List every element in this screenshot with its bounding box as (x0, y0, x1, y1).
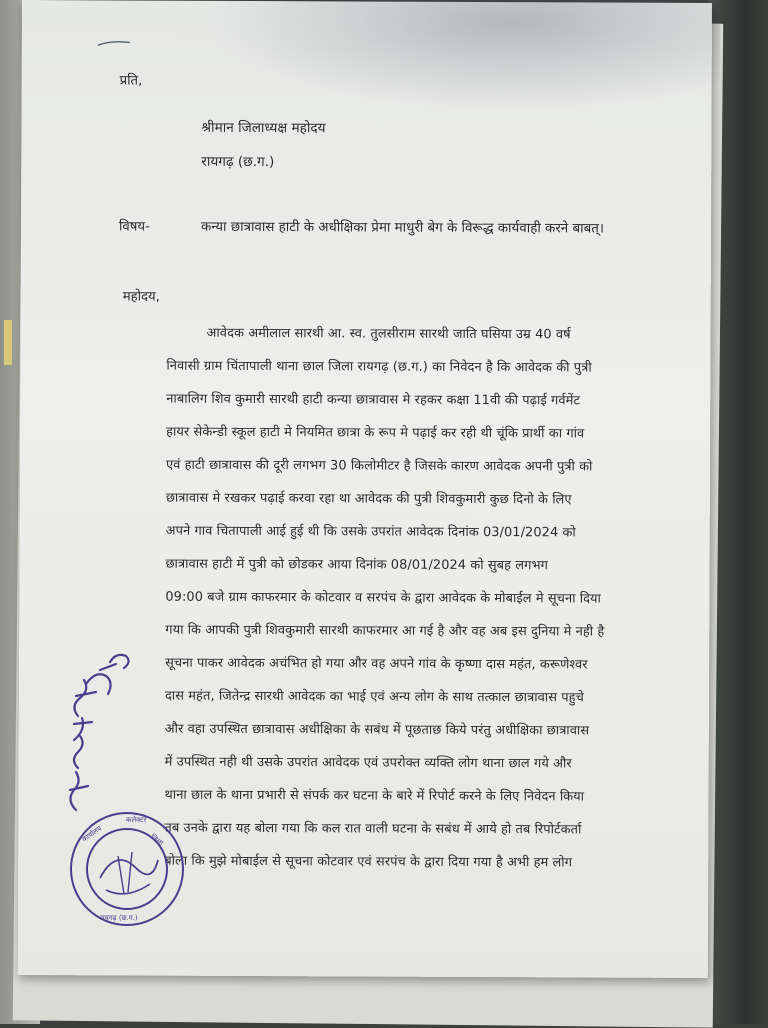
yellow-strip (4, 320, 12, 365)
pen-mark-icon (96, 38, 132, 48)
body-line: गया कि आपकी पुत्री शिवकुमारी सारथी काफरमार आ गई है और वह अब इस दुनिया मे नही है (165, 622, 605, 640)
body-line: तब उनके द्वारा यह बोला गया कि कल रात वाली घटना के सबंध में आये हो तब रिपोर्टकर्ता (164, 820, 582, 838)
body-line: निवासी ग्राम चिंतापाली थाना छाल जिला रायगढ़ (छ.ग.) का निवेदन है कि आवेदक की पुत्री (166, 358, 592, 376)
handwritten-note-icon (56, 640, 146, 820)
body-line: छात्रावास हाटी में पुत्री को छोडकर आया दिनांक 08/01/2024 को सुबह लगभग (165, 556, 549, 574)
greeting: महोदय, (122, 289, 160, 305)
body-line: में उपस्थित नही थी उसके उपरांत आवेदक एवं उपरोक्त व्यक्ति लोग थाना छाल गये और (164, 754, 572, 772)
body-line: आवेदक अमीलाल सारथी आ. स्व. तुलसीराम सारथी जाति घसिया उम्र 40 वर्ष (206, 325, 571, 343)
body-line: बोला कि मुझे मोबाईल से सूचना कोटवार एवं सरपंच के द्वारा दिया गया है अभी हम लोग (164, 853, 573, 871)
body-line: और वहा उपस्थित छात्रावास अधीक्षिका के सबंध में पूछताछ किये परंतु अधीक्षिका छात्रावास (164, 721, 590, 739)
body-line: 09:00 बजे ग्राम काफरमार के कोटवार व सरपंच के द्वारा आवेदक के मोबाईल मे सूचना दिया (165, 589, 601, 607)
salutation-to: प्रति, (119, 73, 143, 89)
body-line: एवं हाटी छात्रावास की दूरी लगभग 30 किलोमीटर है जिसके कारण आवेदक अपनी पुत्री को (165, 457, 593, 475)
body-line: नाबालिग शिव कुमारी सारथी हाटी कन्या छात्रावास मे रहकर कक्षा 11वी की पढ़ाई गर्वमेंट (166, 391, 581, 409)
addressee-line-1: श्रीमान जिलाध्यक्ष महोदय (201, 119, 326, 137)
svg-text:जिला: जिला (148, 833, 165, 848)
svg-text:कार्यालय: कार्यालय (80, 824, 104, 844)
subject-text: कन्या छात्रावास हाटी के अधीक्षिका प्रेमा माधुरी बेग के विरूद्ध कार्यवाही करने बाबत्। (200, 219, 605, 237)
body-line: छात्रावास मे रखकर पढ़ाई करवा रहा था आवेदक की पुत्री शिवकुमारी कुछ दिनो के लिए (165, 490, 572, 508)
body-line: हायर सेकेन्डी स्कूल हाटी मे नियमित छात्रा के रूप मे पढ़ाई कर रही थी चूंकि प्रार्थी का गांव (166, 424, 585, 442)
official-stamp-icon (66, 808, 188, 930)
body-line: थाना छाल के थाना प्रभारी से संपर्क कर घटना के बारे में रिपोर्ट करने के लिए निवेदन किया (164, 787, 585, 805)
addressee-line-2: रायगढ़ (छ.ग.) (201, 153, 275, 171)
body-line: दास महंत, जितेन्द्र सारथी आवेदक का भाई एवं अन्य लोग के साथ तत्काल छात्रावास पहुचे (164, 688, 584, 706)
svg-text:कलेक्टर: कलेक्टर (126, 816, 147, 824)
body-line: सूचना पाकर आवेदक अचंभित हो गया और वह अपने गांव के कृष्णा दास महंत, करूणेश्वर (165, 655, 588, 673)
svg-text:रायगढ़ (छ.ग.): रायगढ़ (छ.ग.) (100, 914, 138, 922)
body-line: अपने गाव चितापाली आई हुई थी कि उसके उपरांत आवेदक दिनांक 03/01/2024 को (165, 523, 576, 541)
subject-label: विषय- (118, 219, 150, 235)
